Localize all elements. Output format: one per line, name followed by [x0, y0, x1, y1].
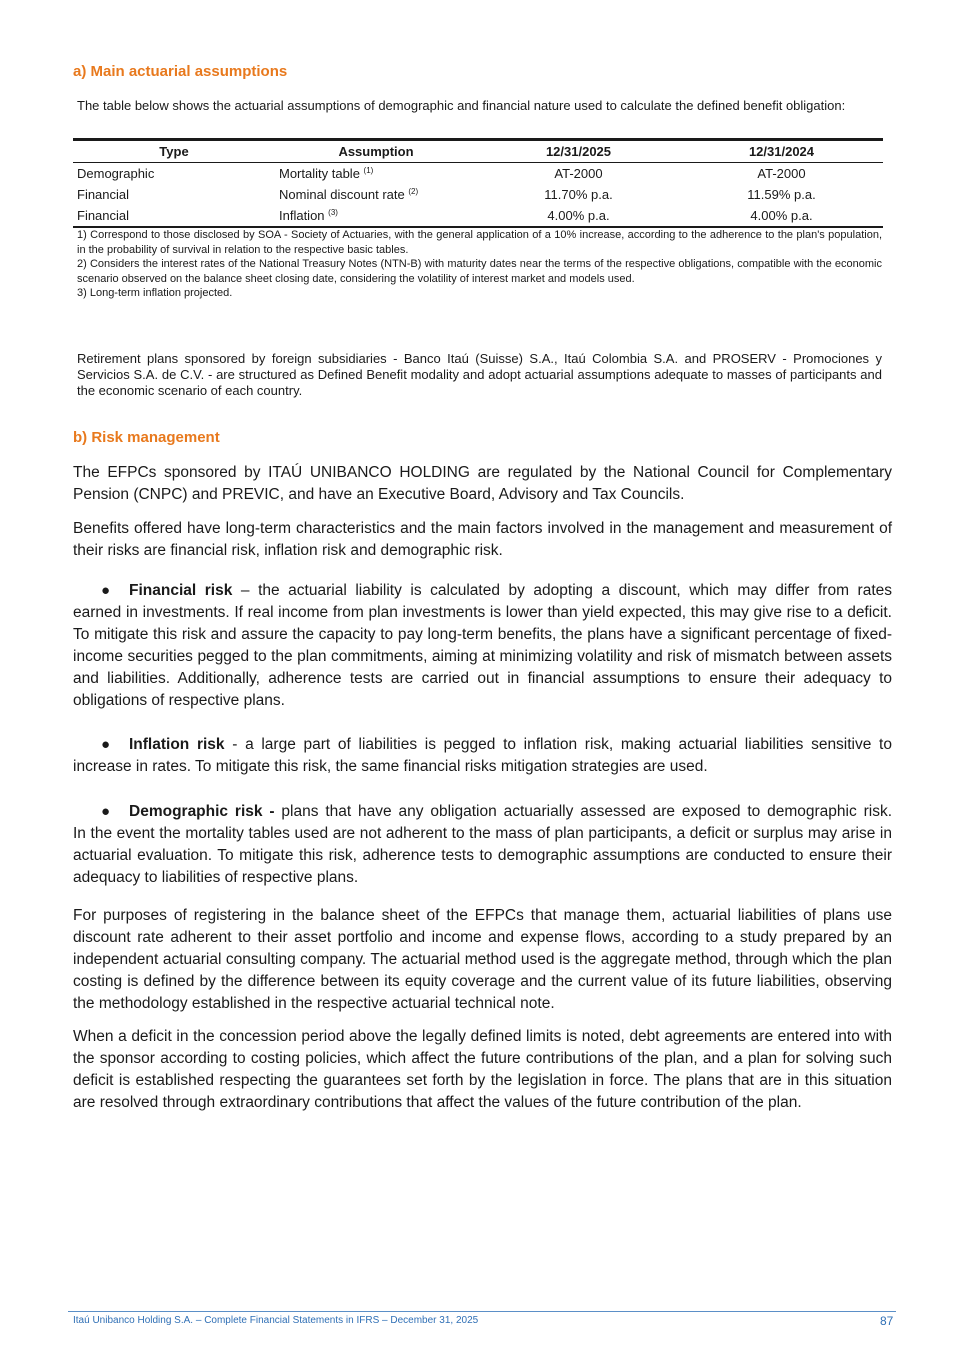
table-footnotes	[77, 228, 882, 301]
cell-type: Financial	[77, 208, 130, 223]
paragraph-text: When a deficit in the concession period above the legally defined limits is noted, debt agreements are entered into with the sponsor according to costing policies, which affect the future contributions of the plan, and a plan for solving such deficit is established respecting the guarantees set forth by the legislation in force. The plans that are in this situation are resolved through extraordinary contributions that affect the values of the future contribution of the plan.	[73, 1028, 892, 1111]
bullet-title: Demographic risk -	[129, 803, 275, 820]
footer-title: Itaú Unibanco Holding S.A. – Complete Financial Statements in IFRS – December 31, 2025	[73, 1315, 479, 1326]
table-header-row	[73, 140, 883, 163]
bullet-lead: the actuarial liability is calculated by adopting a discount, which may differ from rates	[258, 582, 893, 599]
note-ref: (1)	[363, 166, 374, 175]
section-b-heading: b) Risk management	[73, 429, 220, 446]
cell-assumption	[275, 184, 477, 205]
bullet-separator: –	[232, 582, 259, 599]
section-a-heading: a) Main actuarial assumptions	[73, 63, 288, 80]
cell-assumption	[275, 163, 477, 185]
bullet-lead: a large part of liabilities is pegged to inflation risk, making actuarial liabilities sensitive to	[245, 736, 892, 753]
cell-2025: 4.00% p.a.	[547, 208, 610, 223]
table-row	[73, 163, 883, 185]
paragraph-balance-sheet	[73, 905, 892, 1015]
paragraph-text: The EFPCs sponsored by ITAÚ UNIBANCO HOLDING are regulated by the National Council for Complementary Pension (CNPC) and PREVIC, and have an Executive Board, Advisory and Tax Councils.	[73, 464, 892, 503]
footnote-2: 2) Considers the interest rates of the National Treasury Notes (NTN-B) with maturity dates near the terms of the respective obligations, compatible with the economic scenario observed on the balance sheet closing date, considering the volatility of interest market and models used.	[77, 258, 882, 285]
bullet-body: In the event the mortality tables used are not adherent to the mass of plan participants, a deficit or surplus may arise in actuarial evaluation. To mitigate this risk, adherence tests to demographic assumptions are conducted to ensure their adequacy to liabilities of respective plans.	[73, 825, 892, 886]
bullet-inflation-risk	[73, 734, 892, 778]
bullet-title: Inflation risk	[129, 736, 225, 753]
bullet-title: Financial risk	[129, 582, 233, 599]
cell-2024: 11.59% p.a.	[747, 187, 816, 202]
footer-divider	[68, 1311, 896, 1312]
header-2024: 12/31/2024	[680, 140, 883, 163]
paragraph-text: For purposes of registering in the balance sheet of the EFPCs that manage them, actuarial liabilities of plans use discount rate adherent to their asset portfolio and income and expense flows, according to a study prepared by an independent actuarial consulting company. The actuarial method used is the aggregate method, through which the plan costing is defined by the difference between its equity coverage and the current value of its future liabilities, observing the methodology established in the respective actuarial technical note.	[73, 907, 892, 1012]
cell-2025: AT-2000	[554, 166, 603, 181]
header-2025: 12/31/2025	[477, 140, 680, 163]
cell-assumption	[275, 205, 477, 227]
paragraph-benefits	[73, 518, 892, 562]
bullet-icon: ●	[101, 736, 111, 753]
bullet-icon: ●	[101, 582, 111, 599]
bullet-body: earned in investments. If real income from plan investments is lower than yield expected, this may give rise to a deficit. To mitigate this risk and assure the capacity to pay long-term benefits, the plans have a significant percentage of fixed-income securities pegged to the plan commitments, aiming at minimizing volatility and risk of mismatch between assets and liabilities. Additionally, adherence tests are carried out in financial assumptions to ensure their adequacy to obligations of respective plans.	[73, 604, 892, 709]
paragraph-efpc	[73, 462, 892, 506]
paragraph-text: Benefits offered have long-term characteristics and the main factors involved in the management and measurement of their risks are financial risk, inflation risk and demographic risk.	[73, 520, 892, 559]
bullet-demographic-risk	[73, 801, 892, 889]
bullet-icon: ●	[101, 803, 111, 820]
table-row	[73, 205, 883, 227]
bullet-financial-risk	[73, 580, 892, 712]
actuarial-assumptions-table	[73, 138, 883, 228]
bullet-separator: -	[224, 736, 246, 753]
cell-2025: 11.70% p.a.	[544, 187, 613, 202]
header-type: Type	[73, 140, 275, 163]
cell-2024: 4.00% p.a.	[750, 208, 813, 223]
header-assumption: Assumption	[275, 140, 477, 163]
cell-type: Demographic	[77, 166, 155, 181]
assumption-label: Mortality table	[279, 166, 360, 181]
note-ref: (2)	[408, 187, 419, 196]
footnote-1: 1) Correspond to those disclosed by SOA - Society of Actuaries, with the general application of a 10% increase, according to the adherence to the plan's population, in the probability of survival in relation to the respective basic tables.	[77, 229, 882, 256]
cell-type: Financial	[77, 187, 130, 202]
page-number: 87	[880, 1314, 894, 1328]
assumption-label: Nominal discount rate	[279, 187, 405, 202]
bullet-lead: plans that have any obligation actuarially assessed are exposed to demographic risk.	[281, 803, 892, 820]
assumption-label: Inflation	[279, 208, 325, 223]
footnote-3: 3) Long-term inflation projected.	[77, 287, 233, 299]
foreign-subsidiaries-paragraph: Retirement plans sponsored by foreign subsidiaries - Banco Itaú (Suisse) S.A., Itaú Colombia S.A. and PROSERV - Promociones y Servicios S.A. de C.V. - are structured as Defined Benefit modality and adopt actuarial assumptions adequate to masses of participants and the economic scenario of each country.	[77, 351, 882, 398]
table-row	[73, 184, 883, 205]
bullet-body: increase in rates. To mitigate this risk, the same financial risks mitigation strategies are used.	[73, 758, 708, 775]
paragraph-deficit	[73, 1026, 892, 1114]
note-ref: (3)	[328, 208, 338, 217]
table-intro: The table below shows the actuarial assumptions of demographic and financial nature used to calculate the defined benefit obligation:	[77, 98, 846, 113]
cell-2024: AT-2000	[757, 166, 806, 181]
